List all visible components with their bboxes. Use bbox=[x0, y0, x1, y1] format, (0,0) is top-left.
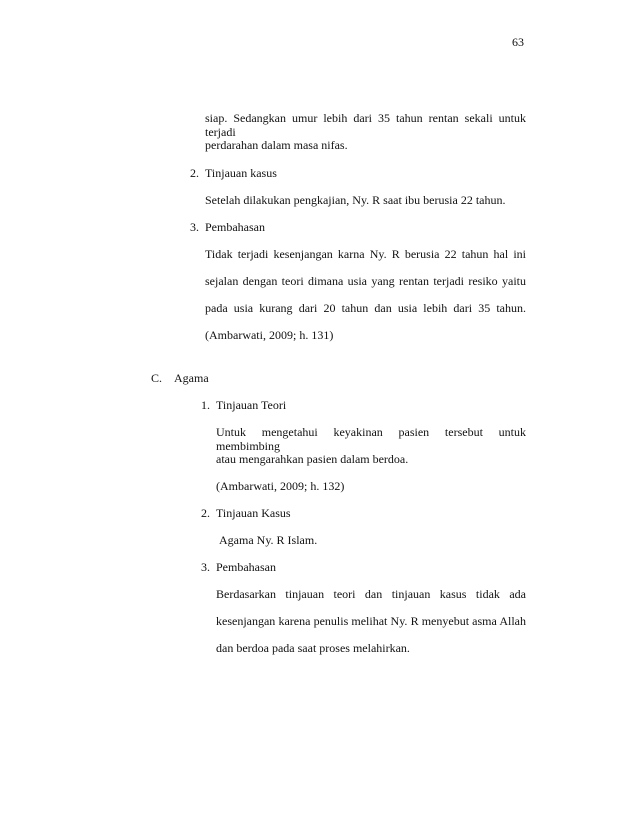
subheading-pembahasan: Pembahasan bbox=[205, 220, 265, 234]
paragraph-line: kesenjangan karena penulis melihat Ny. R menyebut asma Allah bbox=[216, 614, 526, 628]
continuation-line: siap. Sedangkan umur lebih dari 35 tahun rentan sekali untuk terjadi bbox=[205, 111, 526, 139]
paragraph-line: sejalan dengan teori dimana usia yang rentan terjadi resiko yaitu bbox=[205, 274, 526, 288]
section-title-agama: Agama bbox=[174, 371, 209, 385]
subheading-tinjauan-teori: Tinjauan Teori bbox=[216, 398, 287, 412]
list-number: 2. bbox=[201, 506, 210, 520]
subheading-pembahasan-2: Pembahasan bbox=[216, 560, 276, 574]
continuation-line: perdarahan dalam masa nifas. bbox=[205, 138, 348, 152]
list-number: 1. bbox=[201, 398, 210, 412]
list-number: 3. bbox=[201, 560, 210, 574]
paragraph-line: Agama Ny. R Islam. bbox=[219, 533, 318, 547]
paragraph-line: atau mengarahkan pasien dalam berdoa. bbox=[216, 452, 409, 466]
paragraph-line: Tidak terjadi kesenjangan karna Ny. R berusia 22 tahun hal ini bbox=[205, 247, 526, 261]
list-number: 2. bbox=[190, 166, 199, 180]
subheading-tinjauan-kasus: Tinjauan kasus bbox=[205, 166, 277, 180]
paragraph-line: Setelah dilakukan pengkajian, Ny. R saat ibu berusia 22 tahun. bbox=[205, 193, 506, 207]
page-number: 63 bbox=[512, 35, 524, 49]
paragraph-line: Untuk mengetahui keyakinan pasien tersebut untuk membimbing bbox=[216, 425, 526, 453]
paragraph-line: dan berdoa pada saat proses melahirkan. bbox=[216, 641, 410, 655]
citation: (Ambarwati, 2009; h. 132) bbox=[216, 479, 345, 493]
subheading-tinjauan-kasus-2: Tinjauan Kasus bbox=[216, 506, 291, 520]
paragraph-line: Berdasarkan tinjauan teori dan tinjauan kasus tidak ada bbox=[216, 587, 526, 601]
section-letter: C. bbox=[151, 371, 163, 385]
citation: (Ambarwati, 2009; h. 131) bbox=[205, 328, 334, 342]
list-number: 3. bbox=[190, 220, 199, 234]
paragraph-line: pada usia kurang dari 20 tahun dan usia lebih dari 35 tahun. bbox=[205, 301, 526, 315]
